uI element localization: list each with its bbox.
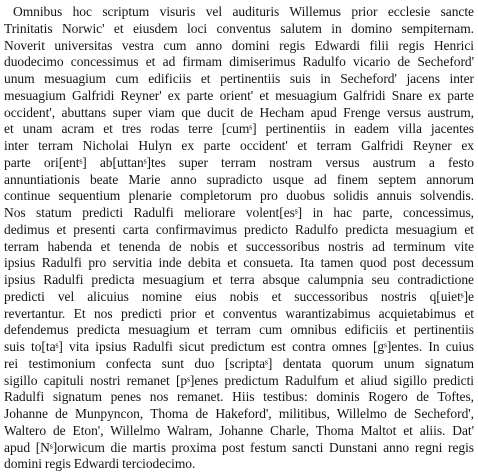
text-line: domini regis Edwardi terciodecimo. xyxy=(4,456,196,472)
text-line: dedimus et presenti carta confirmavimus predicto Radulfo predicta mesuagium et xyxy=(4,221,474,237)
text-line: predicti vel alicuius nomine eius nobis et successoribus nostris q[uietˢ]e xyxy=(4,288,474,304)
text-line: defendemus predicta mesuagium et terram cum omnibus edificiis et pertinentiis xyxy=(4,322,474,338)
text-line: Waltero de Eton', Willelmo Walram, Johanne Charle, Thoma Maltot et aliis. Dat' xyxy=(4,422,474,438)
text-line: parte ori[entˢ] ab[uttanˢ]tes super terram nostram versus austrum a festo xyxy=(4,154,474,170)
text-line: inter terram Nicholai Hulyn ex parte occident' et terram Galfridi Reyner ex xyxy=(4,138,474,153)
text-line: Omnibus hoc scriptum visuris vel audituris Willemus prior ecclesie sancte xyxy=(13,4,474,19)
text-line: Radulfi signatum penes nos remanet. Hiis testibus: dominis Rogero de Toftes, xyxy=(4,389,474,405)
text-line: sigillo capituli nostri remanet [pˢ]enes predictum Radulfum et aliud sigillo predicti xyxy=(4,372,474,388)
text-line: Trinitatis Norwic' et eiusdem loci conventus salutem in domino sempiternam. xyxy=(4,20,474,36)
text-line: terram habenda et tenenda de nobis et successoribus nostris ad terminum vite xyxy=(4,238,474,254)
text-line: Johanne de Munpyncon, Thoma de Hakeford', militibus, Willelmo de Secheford', xyxy=(4,406,474,421)
text-line: apud [Nˢ]orwicum die martis proxima post festum sancti Dunstani anno regni regis xyxy=(4,439,474,455)
text-line: unum mesuagium cum edificiis et pertinentiis suis in Secheford' jacens inter xyxy=(4,71,474,86)
text-line: mesuagium Galfridi Reyner' ex parte orient' et mesuagium Galfridi Snare ex parte xyxy=(4,87,474,103)
text-line: annuntiationis beate Marie anno supradicto usque ad finem septem annorum xyxy=(4,171,474,187)
text-line: suis to[taˢ] vita ipsius Radulfi sicut predictum est contra omnes [gˢ]entes. In cuius xyxy=(4,339,474,354)
text-line: revertantur. Et nos predicti prior et conventus warantizabimus acquietabimus et xyxy=(4,305,474,321)
text-line: rei testimonium confecta sunt duo [scriptaˢ] dentata quorum unum signatum xyxy=(4,355,474,371)
text-line: Noverit universitas vestra cum anno domini regis Edwardi filii regis Henrici xyxy=(4,37,474,53)
latin-charter-text xyxy=(4,4,474,473)
text-line: ipsius Radulfi predicta mesuagium et terra absque calumpnia seu contradictione xyxy=(4,272,474,287)
text-line: ipsius Radulfi pro servitia inde debita et consueta. Ita tamen quod post decessum xyxy=(4,255,474,271)
text-line: continue sequentium plenarie completorum pro duobus solidis annuis solvendis. xyxy=(4,188,474,204)
text-line: Nos statum predicti Radulfi meliorare volent[esˢ] in hac parte, concessimus, xyxy=(4,205,474,220)
text-line: duodecimo concessimus et ad firmam dimiserimus Radulfo vicario de Secheford' xyxy=(4,54,474,70)
text-line: et unam acram et tres rodas terre [cumˢ] pertinentiis in eadem villa jacentes xyxy=(4,121,474,137)
text-line: occident', abuttans super viam que ducit de Hecham apud Frenge versus austrum, xyxy=(4,104,474,120)
